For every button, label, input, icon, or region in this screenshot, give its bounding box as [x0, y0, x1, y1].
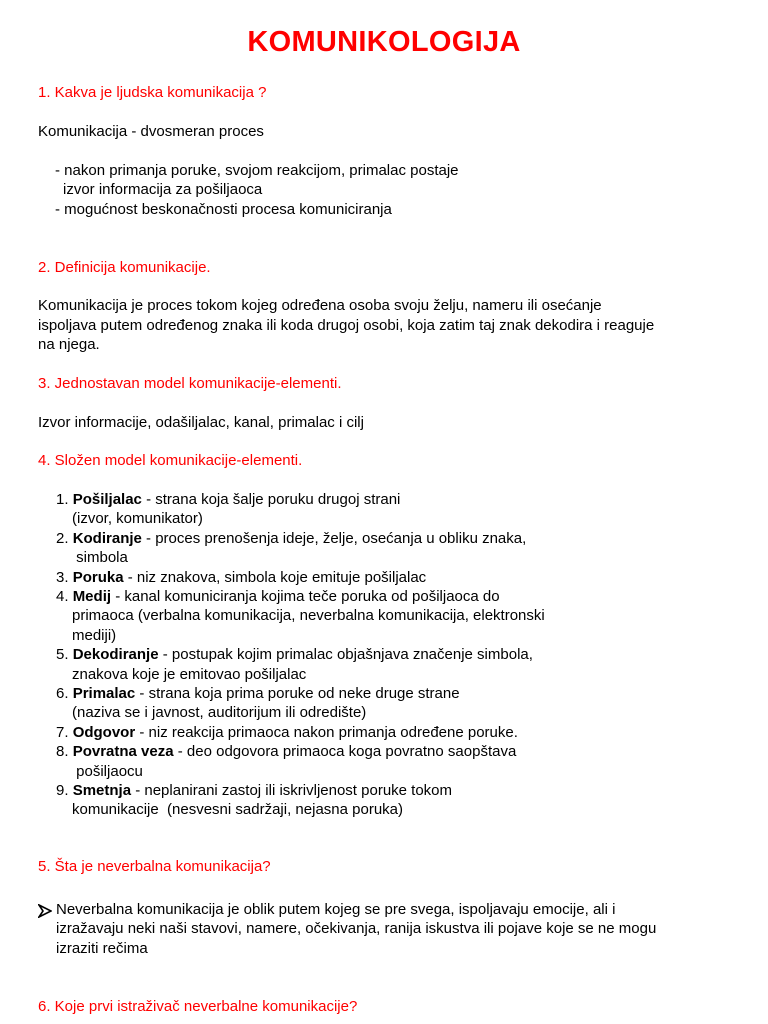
- list-item-description: - kanal komuniciranja kojima teče poruka od pošiljaoca do: [111, 588, 500, 605]
- list-item-continuation: mediji): [72, 626, 117, 644]
- list-item-term: Smetnja: [72, 782, 132, 799]
- section-2-heading: 2. Definicija komunikacije.: [38, 259, 211, 276]
- list-item-term: Pošiljalac: [72, 491, 142, 508]
- list-item-number: 4.: [56, 588, 73, 605]
- list-item-number: 8.: [56, 743, 73, 761]
- list-item-continuation: komunikacije (nesvesni sadržaji, nejasna poruka): [72, 801, 403, 819]
- list-item-term: Primalac: [72, 685, 136, 702]
- section-1-bullet-1b: izvor informacija za pošiljaoca: [63, 181, 263, 198]
- list-item-number: 2.: [56, 529, 73, 547]
- list-item: [56, 587, 500, 607]
- list-item-description: - strana koja prima poruke od neke druge strane: [135, 685, 460, 702]
- list-item-term: Odgovor: [72, 723, 136, 741]
- list-item: [56, 490, 400, 510]
- list-item-number: 3.: [56, 568, 73, 586]
- list-item: [56, 529, 526, 549]
- list-item: [56, 781, 452, 801]
- list-item-description: - strana koja šalje poruku drugoj strani: [141, 491, 401, 508]
- list-item-number: 9.: [56, 782, 73, 799]
- arrow-bullet-icon: [38, 904, 52, 918]
- list-item-term: Medij: [72, 588, 112, 605]
- section-2-line-3: na njega.: [38, 336, 100, 353]
- section-3-heading: 3. Jednostavan model komunikacije-elementi.: [38, 375, 342, 392]
- list-item-number: 1.: [56, 491, 73, 508]
- section-1-intro: Komunikacija - dvosmeran proces: [38, 123, 264, 140]
- section-2-line-1: Komunikacija je proces tokom kojeg određena osoba svoju želju, nameru ili osećanje: [38, 297, 602, 314]
- list-item-continuation: znakova koje je emitovao pošiljalac: [72, 665, 307, 683]
- list-item: [56, 723, 518, 743]
- list-item-term: Kodiranje: [72, 529, 142, 547]
- section-4-heading: 4. Složen model komunikacije-elementi.: [38, 452, 303, 469]
- list-item: [56, 568, 426, 588]
- list-item-continuation: (naziva se i javnost, auditorijum ili odredište): [72, 704, 367, 722]
- page-title: KOMUNIKOLOGIJA: [247, 26, 521, 58]
- section-5-line-1: Neverbalna komunikacija je oblik putem kojeg se pre svega, ispoljavaju emocije, ali i: [56, 901, 616, 918]
- list-item: [56, 742, 516, 762]
- list-item-description: - neplanirani zastoj ili iskrivljenost poruke tokom: [131, 782, 453, 799]
- list-item-continuation: simbola: [72, 549, 128, 567]
- list-item-term: Dekodiranje: [72, 646, 159, 664]
- section-1-heading: 1. Kakva je ljudska komunikacija ?: [38, 84, 267, 101]
- section-1-bullet-2: - mogućnost beskonačnosti procesa komuniciranja: [55, 201, 392, 218]
- section-1-bullet-1a: - nakon primanja poruke, svojom reakcijom, primalac postaje: [55, 162, 459, 179]
- list-item-description: - niz znakova, simbola koje emituje pošiljalac: [123, 568, 427, 586]
- list-item-number: 6.: [56, 685, 73, 702]
- list-item-description: - deo odgovora primaoca koga povratno saopštava: [173, 743, 517, 761]
- list-item: [56, 684, 460, 704]
- section-2-line-2: ispoljava putem određenog znaka ili koda drugoj osobi, koja zatim taj znak dekodira i reaguje: [38, 317, 655, 334]
- list-item-number: 7.: [56, 723, 73, 741]
- list-item-continuation: primaoca (verbalna komunikacija, neverbalna komunikacija, elektronski: [72, 607, 545, 625]
- list-item-term: Povratna veza: [72, 743, 174, 761]
- list-item-continuation: pošiljaocu: [72, 762, 143, 780]
- list-item-description: - postupak kojim primalac objašnjava značenje simbola,: [158, 646, 533, 664]
- list-item-term: Poruka: [72, 568, 124, 586]
- section-5-line-2: izražavaju neki naši stavovi, namere, očekivanja, ranija iskustva ili pojave koje se ne mogu: [56, 920, 657, 937]
- list-item-description: - proces prenošenja ideje, želje, osećanja u obliku znaka,: [141, 529, 527, 547]
- section-5-line-3: izraziti rečima: [56, 940, 148, 957]
- section-3-line-1: Izvor informacije, odašiljalac, kanal, primalac i cilj: [38, 414, 364, 431]
- section-6-heading: 6. Koje prvi istraživač neverbalne komunikacije?: [38, 998, 358, 1015]
- section-5-heading: 5. Šta je neverbalna komunikacija?: [38, 858, 271, 875]
- list-item: [56, 645, 533, 665]
- list-item-continuation: (izvor, komunikator): [72, 510, 203, 528]
- list-item-number: 5.: [56, 646, 73, 664]
- list-item-description: - niz reakcija primaoca nakon primanja određene poruke.: [135, 723, 518, 741]
